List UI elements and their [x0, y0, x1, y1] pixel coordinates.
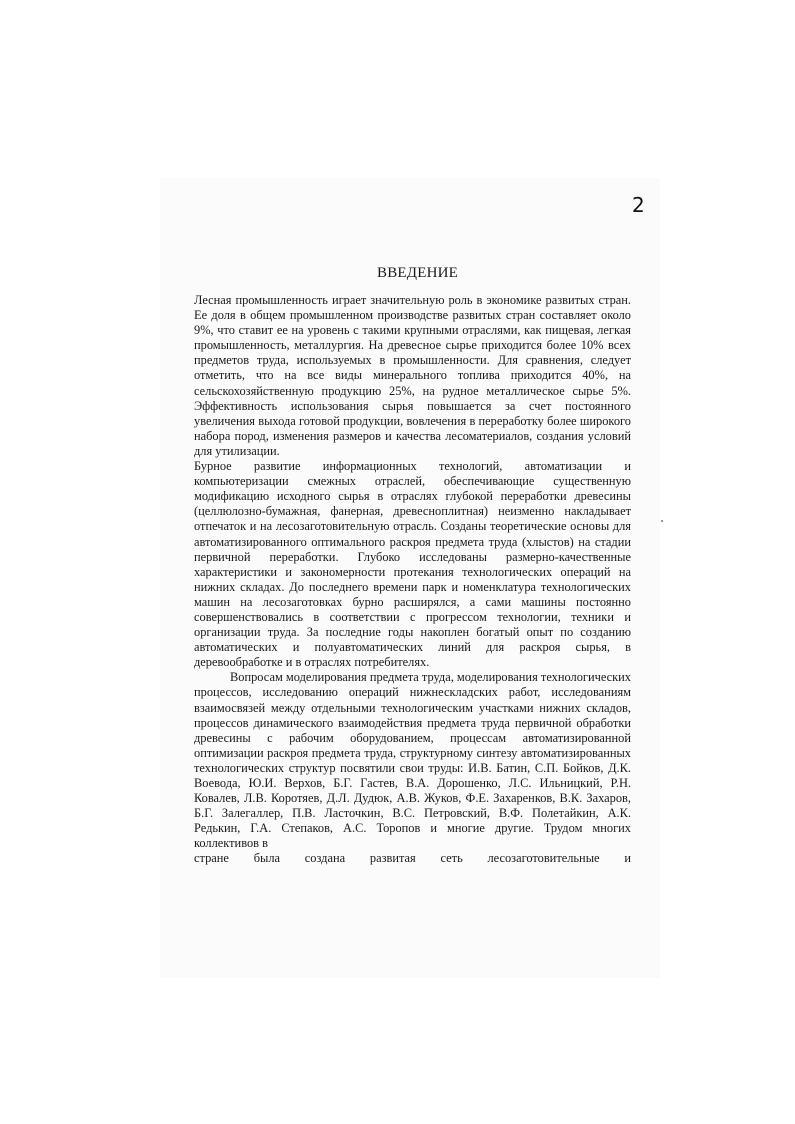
last-line-word: создана — [304, 851, 346, 866]
section-title: ВВЕДЕНИЕ — [377, 265, 458, 281]
last-line-word: лесозаготовительные — [487, 851, 600, 866]
scan-speck — [661, 520, 663, 522]
last-line-word: сеть — [440, 851, 463, 866]
paragraph-1: Лесная промышленность играет значительную роль в экономике развитых стран. Ее доля в общем промышленном производстве развитых стран составляет около 9%, что ставит ее на уровень с такими крупными отраслями, как пищевая, легкая промышленность, металлургия. На древесное сырье приходится более 10% всех предметов труда, используемых в промышленности. Для сравнения, следует отметить, что на все виды минерального топлива приходится 40%, на сельскохозяйственную продукцию 25%, на рудное металлическое сырье 5%. Эффективность использования сырья повышается за счет постоянного увеличения выхода готовой продукции, вовлечения в переработку более широкого набора пород, изменения размеров и качества лесоматериалов, создания условий для утилизации. — [194, 293, 631, 458]
paragraph-3-last-line — [194, 851, 631, 866]
last-line-word: была — [253, 851, 280, 866]
last-line-word: и — [624, 851, 631, 866]
last-line-word: стране — [194, 851, 229, 866]
body-text — [194, 293, 631, 867]
last-line-word: развитая — [369, 851, 416, 866]
paragraph-2: Бурное развитие информационных технологий, автоматизации и компьютеризации смежных отраслей, обеспечивающие существенную модификацию исходного сырья в отраслях глубокой переработки древесины (целлюлозно-бумажная, фанерная, древесноплитная) неизменно накладывает отпечаток и на лесозаготовительную отрасль. Созданы теоретические основы для автоматизированного оптимального раскроя предмета труда (хлыстов) на стадии первичной переработки. Глубоко исследованы размерно-качественные характеристики и закономерности протекания технологических операций на нижних складах. До последнего времени парк и номенклатура технологических машин на лесозаготовках бурно расширялся, а сами машины постоянно совершенствовались в соответствии с прогрессом технологии, техники и организации труда. За последние годы накоплен богатый опыт по созданию автоматических и полуавтоматических линий для раскроя сырья, в деревообработке и в отраслях потребителях. — [194, 459, 631, 670]
page-number: 2 — [632, 193, 645, 217]
paragraph-3: Вопросам моделирования предмета труда, моделирования технологических процессов, исследованию операций нижнескладских работ, исследованиям взаимосвязей между отдельными технологическим участками нижних складов, процессов динамического взаимодействия предмета труда первичной обработки древесины с рабочим оборудованием, процессам автоматизированной оптимизации раскроя предмета труда, структурному синтезу автоматизированных технологических структур посвятили свои труды: И.В. Батин, С.П. Бойков, Д.К. Воевода, Ю.И. Верхов, Б.Г. Гастев, В.А. Дорошенко, Л.С. Ильницкий, Р.Н. Ковалев, Л.В. Коротяев, Д.Л. Дудюк, А.В. Жуков, Ф.Е. Захаренков, В.К. Захаров, Б.Г. Залегаллер, П.В. Ласточкин, В.С. Петровский, В.Ф. Полетайкин, А.К. Редькин, Г.А. Степаков, А.С. Торопов и многие другие. Трудом многих коллективов в — [194, 670, 631, 851]
